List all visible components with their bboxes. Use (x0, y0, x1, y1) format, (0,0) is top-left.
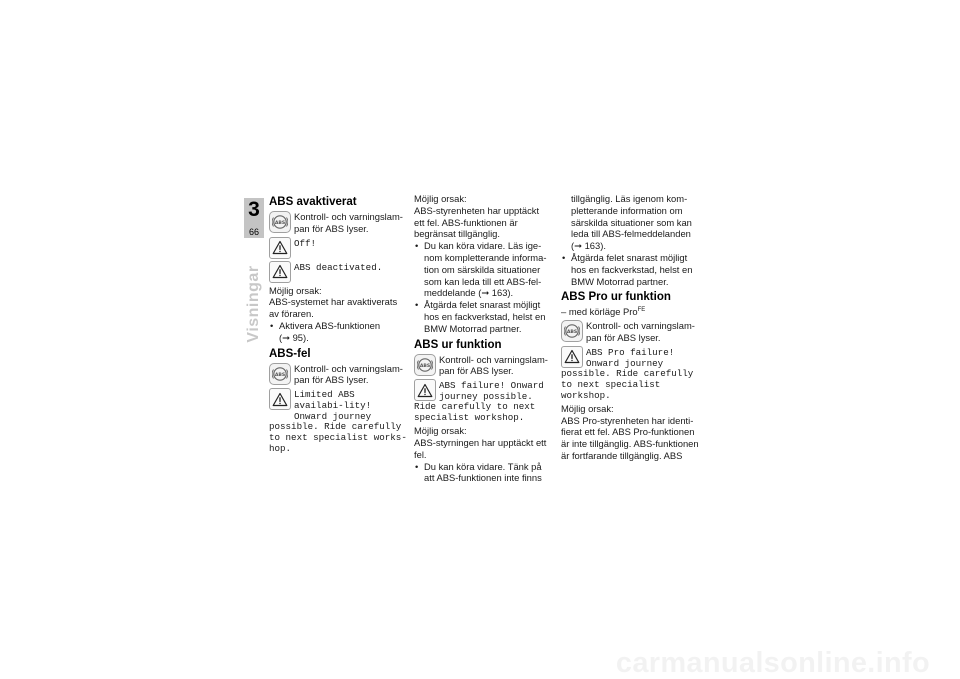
action-list (561, 252, 699, 287)
abs-warning-lamp-icon (561, 320, 583, 342)
indicator-row (561, 320, 699, 344)
warning-triangle-icon (414, 379, 436, 401)
riding-mode-note (561, 306, 699, 318)
heading-abs-fault: ABS-fel (269, 347, 311, 360)
warning-triangle-icon (269, 261, 291, 283)
display-message-pro-failure (561, 346, 699, 401)
display-text: ABS deactivated. (294, 261, 383, 273)
chapter-number: 3 (248, 198, 260, 221)
action-list (269, 320, 407, 344)
warning-triangle-icon (561, 346, 583, 368)
svg-text:ABS: ABS (274, 221, 286, 226)
display-text-continued: possible. Ride carefully to next specialist works-hop. (269, 421, 407, 455)
indicator-text: Kontroll- och varningslam-pan för ABS lyser. (294, 362, 403, 386)
page-reference: (➞ 95). (279, 331, 309, 343)
cause-text: ABS-styrningen har upptäckt ett fel. (414, 436, 547, 460)
column-2 (414, 193, 552, 484)
abs-warning-lamp-icon (269, 211, 291, 233)
svg-text:ABS: ABS (274, 372, 286, 378)
cause-text: ABS Pro-styrenheten har identi-fierat ett fel. ABS Pro-funktionen är inte tillgänglig. ABS-funktionen är fortfarande tillgänglig. ABS (561, 414, 699, 461)
warning-triangle-icon (269, 388, 291, 410)
page-number: 66 (248, 227, 259, 237)
svg-text:carmanualsonline.info: carmanualsonline.info (615, 647, 930, 679)
cause-label: Möjlig orsak: (561, 402, 614, 414)
section-label: Visningar (245, 265, 262, 343)
display-message-limited (269, 388, 407, 454)
list-item: • Åtgärda felet snarast möjligt hos en fackverkstad, helst en BMW Motorrad partner. (561, 252, 699, 287)
display-text: Limited ABS availabi-lity! Onward journey (294, 389, 372, 423)
display-message-failure (414, 379, 552, 423)
indicator-row (414, 354, 552, 378)
cause-label: Möjlig orsak: (414, 193, 467, 204)
display-message-off (269, 237, 407, 259)
display-text: Off! (294, 237, 317, 249)
warning-triangle-icon (269, 237, 291, 259)
heading-abs-deactivated: ABS avaktiverat (269, 196, 357, 208)
svg-text:ABS: ABS (566, 330, 578, 336)
footnote-marker: FE (637, 307, 646, 314)
action-list (414, 461, 552, 485)
heading-abs-failure: ABS ur funktion (414, 338, 502, 351)
abs-warning-lamp-icon (414, 354, 436, 376)
indicator-row (269, 211, 407, 235)
indicator-text: Kontroll- och varningslam-pan för ABS lyser. (586, 320, 695, 343)
abs-warning-lamp-icon (269, 363, 291, 385)
svg-text:ABS: ABS (419, 363, 431, 369)
indicator-text: Kontroll- och varningslam-pan för ABS lyser. (294, 211, 403, 234)
list-item: • Aktivera ABS-funktionen (269, 320, 407, 332)
heading-abs-pro-failure: ABS Pro ur funktion (561, 291, 671, 304)
column-1 (269, 193, 407, 456)
display-text-continued: possible. Ride carefully to next specialist workshop. (561, 367, 694, 401)
display-message-deactivated (269, 261, 407, 283)
cause-text: ABS-systemet har avaktiverats av föraren. (269, 296, 398, 320)
indicator-row (269, 363, 407, 387)
cause-label: Möjlig orsak: (269, 284, 322, 296)
continued-text: tillgänglig. Läs igenom kom-pletterande information om särskilda situationer som kan leda till ABS-felmeddelanden (➞ 163). (571, 193, 692, 252)
action-list (414, 240, 552, 334)
display-text: ABS Pro failure! Onward journey (586, 346, 675, 369)
indicator-text: Kontroll- och varningslam-pan för ABS lyser. (439, 353, 548, 377)
column-3 (561, 193, 699, 462)
cause-text: ABS-styrenheten har upptäckt ett fel. ABS-funktionen är begränsat tillgänglig. (414, 204, 540, 240)
list-item: • Åtgärda felet snarast möjligt hos en fackverkstad, helst en BMW Motorrad partner. (414, 299, 552, 334)
list-item: • Du kan köra vidare. Läs ige-nom kompletterande informa-tion om särskilda situationer som kan leda till ett ABS-fel-meddelande (➞ 163). (414, 240, 552, 299)
display-text-continued: Ride carefully to next specialist workshop. (414, 401, 536, 424)
list-item: • Du kan köra vidare. Tänk på att ABS-funktionen inte finns (414, 461, 552, 485)
riding-mode-text: – med körläge Pro (561, 306, 638, 318)
cause-label: Möjlig orsak: (414, 425, 467, 437)
display-text: ABS failure! Onward journey possible. (439, 380, 544, 403)
